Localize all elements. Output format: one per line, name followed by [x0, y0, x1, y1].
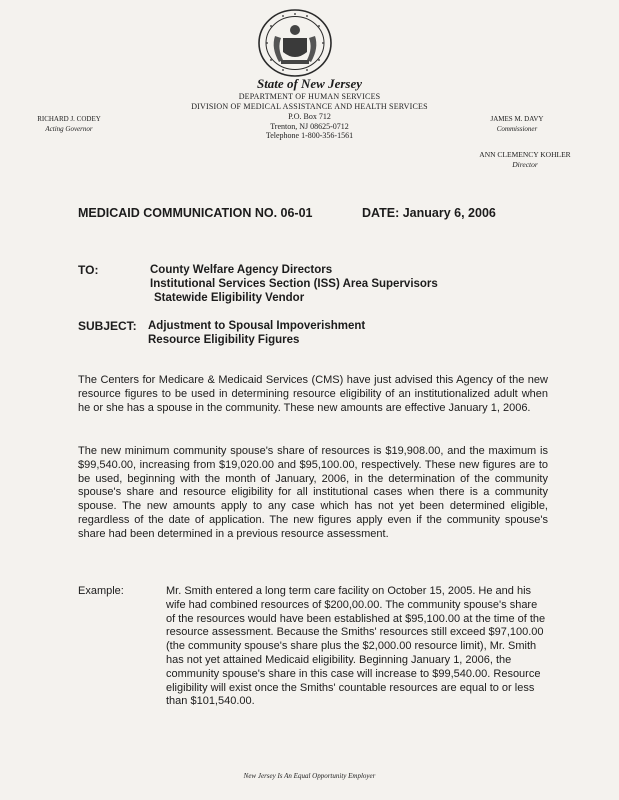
- division-name: DIVISION OF MEDICAL ASSISTANCE AND HEALTH SERVICES: [191, 102, 428, 111]
- city-address: Trenton, NJ 08625-0712: [270, 121, 349, 131]
- governor-title: Acting Governor: [45, 125, 93, 133]
- commissioner-name: JAMES M. DAVY: [490, 115, 544, 123]
- recipient-line: Institutional Services Section (ISS) Area Supervisors: [150, 278, 438, 290]
- body-paragraph-1: The Centers for Medicare & Medicaid Services (CMS) have just advised this Agency of the new resource figures to be used in determining resource eligibility of an institutionalized adult when he or she has a spouse in the community. These new amounts are effective January 1, 2006.: [78, 374, 548, 414]
- governor-name: RICHARD J. CODEY: [37, 115, 101, 123]
- subject-text: Adjustment to Spousal Impoverishment Resource Eligibility Figures: [148, 320, 366, 346]
- state-seal: [255, 8, 335, 78]
- recipients: [150, 263, 438, 305]
- governor-block: [14, 114, 124, 134]
- department-block: [0, 92, 619, 112]
- recipient-line: County Welfare Agency Directors: [150, 264, 333, 276]
- commissioner-block: [462, 114, 572, 134]
- communication-date: DATE: January 6, 2006: [362, 206, 496, 220]
- communication-number: MEDICAID COMMUNICATION NO. 06-01: [78, 206, 313, 220]
- footer-eoe: New Jersey Is An Equal Opportunity Employer: [243, 772, 376, 780]
- example-label: Example:: [78, 585, 124, 597]
- department-name: DEPARTMENT OF HUMAN SERVICES: [238, 92, 381, 101]
- recipient-line: Statewide Eligibility Vendor: [154, 292, 305, 304]
- subject-label: SUBJECT:: [78, 319, 137, 333]
- director-title: Director: [512, 160, 538, 169]
- commissioner-title: Commissioner: [496, 125, 538, 133]
- telephone: Telephone 1-800-356-1561: [265, 131, 354, 140]
- state-name: State of New Jersey: [256, 76, 363, 91]
- director-block: [455, 150, 595, 170]
- example-text: Mr. Smith entered a long term care facility on October 15, 2005. He and his wife had combined resources of $200,00.00. The community spouse's share of the resources would have been established at $95,100.00 at the time of the resource assessment. Because the Smiths' resources still exceed $97,100.00 (the community spouse's share plus the $2,000.00 resource limit), Mr. Smith has not yet attained Medicaid eligibility. Beginning January 1, 2006, the community spouse's share in this case will increase to $99,540.00. Resource eligibility will exist once the Smiths' countable resources are equal to or less than $101,540.00.: [166, 585, 546, 708]
- director-name: ANN CLEMENCY KOHLER: [479, 150, 571, 159]
- body-paragraph-2: The new minimum community spouse's share of resources is $19,908.00, and the maximum is $99,540.00, increasing from $19,020.00 and $95,100.00, respectively. These new figures are to be used, beginning with the month of January, 2006, in the determination of the community spouse's share and resource eligibility for all institutional cases when there is a community spouse. The new amounts apply to any case which has not yet been determined eligible, regardless of the date of application. The new figures apply even if the community spouse's share had been determined in a previous resource assessment.: [78, 445, 548, 540]
- to-label: TO:: [78, 263, 99, 277]
- po-box: P.O. Box 712: [288, 112, 331, 121]
